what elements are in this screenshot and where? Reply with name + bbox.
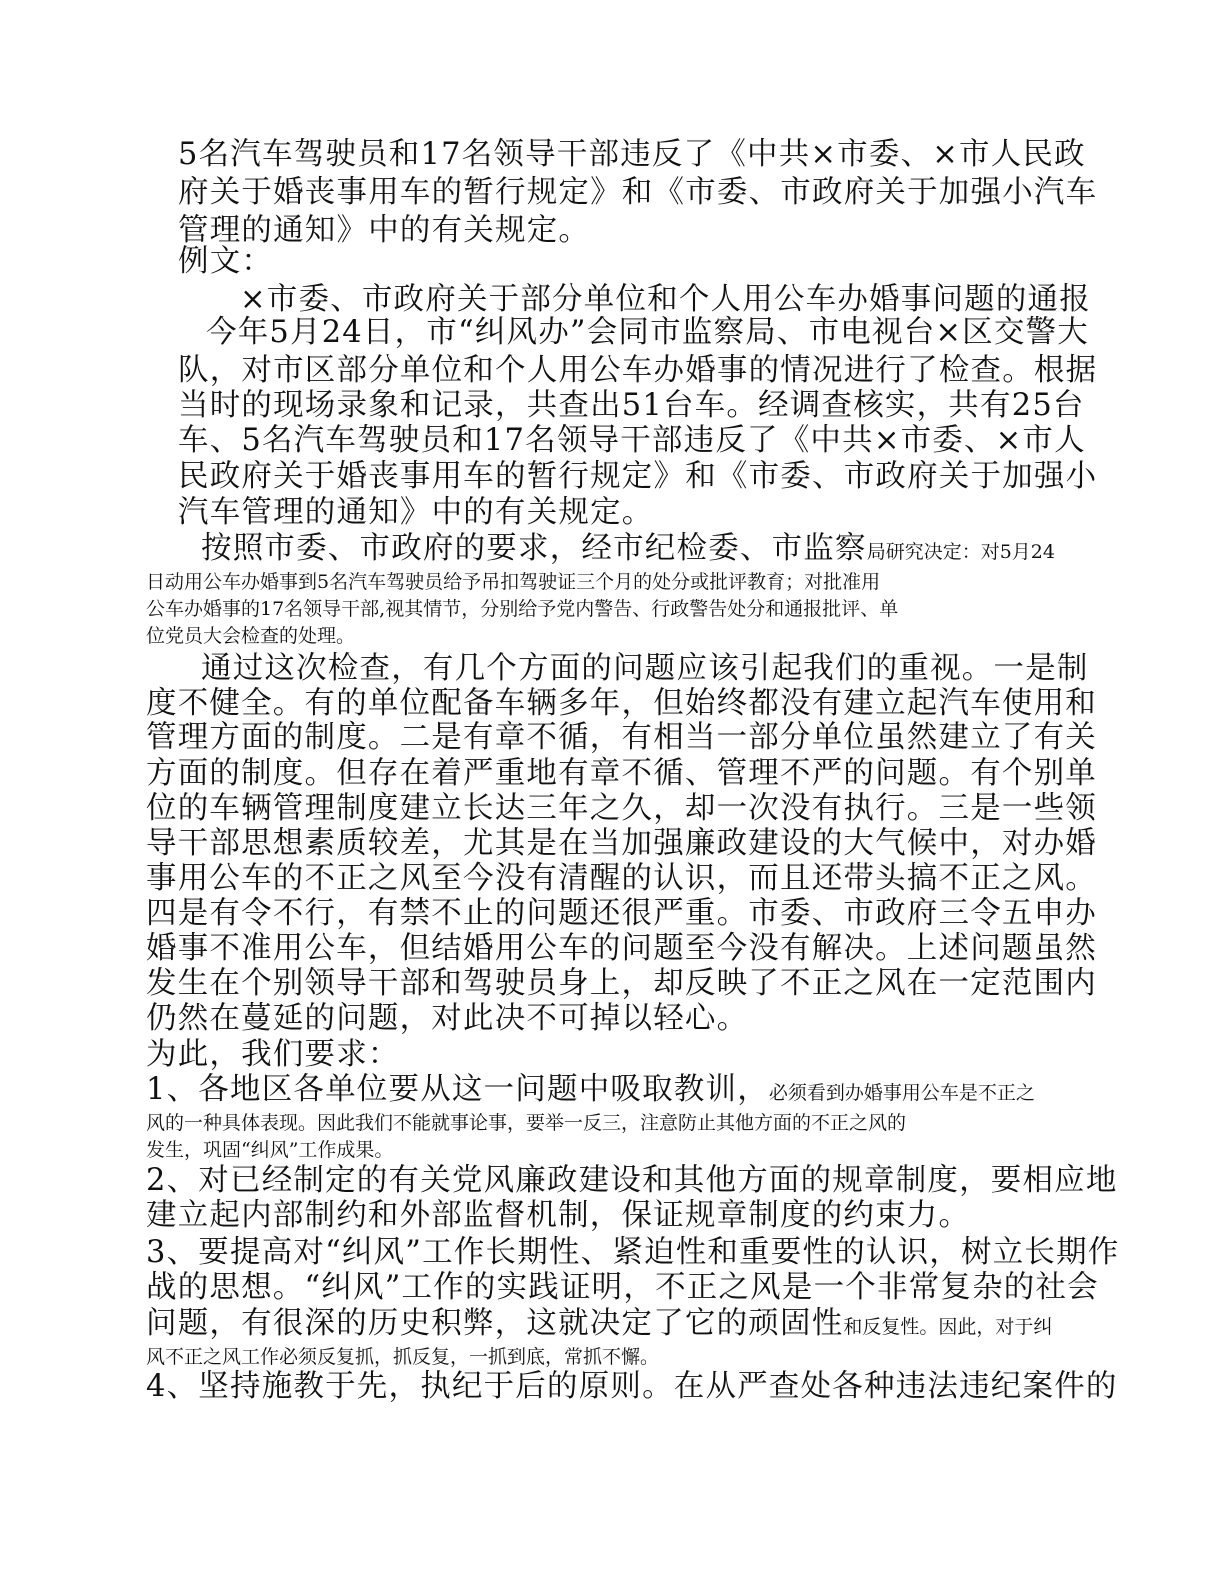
paragraph-line: 日动用公车办婚事到5名汽车驾驶员给予吊扣驾驶证三个月的处分或批评教育；对批准用 [146,571,881,593]
paragraph-line: 四是有令不行，有禁不止的问题还很严重。市委、市政府三令五申办 [146,896,1097,931]
requirement-line: 战的思想。“纠风”工作的实践证明，不正之风是一个非常复杂的社会 [146,1270,1099,1305]
paragraph-line: 仍然在蔓延的问题，对此决不可掉以轻心。 [146,1001,749,1036]
paragraph-line: 度不健全。有的单位配备车辆多年，但始终都没有建立起汽车使用和 [146,686,1097,721]
large-text: 1、各地区各单位要从这一问题中吸取教训， [146,1072,769,1107]
paragraph-line: 公车办婚事的17名领导干部,视其情节，分别给予党内警告、行政警告处分和通报批评、单 [146,598,899,620]
requirement-line: 风的一种具体表现。因此我们不能就事论事，要举一反三，注意防止其他方面的不正之风的 [146,1112,907,1134]
requirement-line: 3、要提高对“纠风”工作长期性、紧迫性和重要性的认识，树立长期作 [146,1235,1120,1270]
small-text: 局研究决定：对5月24 [866,541,1055,563]
intro-line: 管理的通知》中的有关规定。 [178,213,591,248]
paragraph-line: 事用公车的不正之风至今没有清醒的认识，而且还带头搞不正之风。 [146,861,1097,896]
paragraph-line: 汽车管理的通知》中的有关规定。 [178,495,654,530]
paragraph-line: 导干部思想素质较差，尤其是在当加强廉政建设的大气候中，对办婚 [146,826,1097,861]
paragraph-line: 民政府关于婚丧事用车的暂行规定》和《市委、市政府关于加强小 [178,459,1098,494]
requirement-line: 发生，巩固“纠风”工作成果。 [146,1139,394,1161]
paragraph-line [201,530,1055,571]
intro-line: 府关于婚丧事用车的暂行规定》和《市委、市政府关于加强小汽车 [178,175,1098,210]
paragraph-line: 方面的制度。但存在着严重地有章不循、管理不严的问题。有个别单 [146,756,1097,791]
example-label: 例文： [178,244,274,279]
requirement-line: 建立起内部制约和外部监督机制，保证规章制度的约束力。 [146,1198,971,1233]
small-text: 必须看到办婚事用公车是不正之 [768,1082,1035,1104]
paragraph-line: 今年5月24日，市“纠风办”会同市监察局、市电视台×区交警大 [206,315,1089,350]
paragraph-line: 管理方面的制度。二是有章不循，有相当一部分单位虽然建立了有关 [146,720,1097,755]
intro-line: 5名汽车驾驶员和17名领导干部违反了《中共×市委、×市人民政 [178,137,1086,172]
paragraph-line: 车、5名汽车驾驶员和17名领导干部违反了《中共×市委、×市人 [178,423,1086,458]
paragraph-line: 通过这次检查，有几个方面的问题应该引起我们的重视。一是制 [201,651,1089,686]
requirement-line [146,1071,1035,1112]
small-text: 和反复性。因此，对于纠 [843,1316,1053,1338]
requirement-line: 2、对已经制定的有关党风廉政建设和其他方面的规章制度，要相应地 [146,1163,1118,1198]
paragraph-line: 发生在个别领导干部和驾驶员身上，却反映了不正之风在一定范围内 [146,966,1097,1001]
requirements-intro: 为此，我们要求： [146,1037,400,1072]
paragraph-line: 位的车辆管理制度建立长达三年之久，却一次没有执行。三是一些领 [146,791,1097,826]
large-text: 问题，有很深的历史积弊，这就决定了它的顽固性 [146,1306,844,1341]
large-text: 按照市委、市政府的要求，经市纪检委、市监察 [201,531,867,566]
paragraph-line: 当时的现场录象和记录，共查出51台车。经调查核实，共有25台 [178,388,1085,423]
requirement-line: 风不正之风工作必须反复抓，抓反复，一抓到底，常抓不懈。 [146,1346,660,1368]
paragraph-line: 位党员大会检查的处理。 [146,625,356,647]
requirement-line: 4、坚持施教于先，执纪于后的原则。在从严查处各种违法违纪案件的 [146,1369,1118,1404]
paragraph-line: 婚事不准用公车，但结婚用公车的问题至今没有解决。上述问题虽然 [146,931,1097,966]
example-title: ×市委、市政府关于部分单位和个人用公车办婚事问题的通报 [240,282,1091,317]
requirement-line [146,1305,1052,1346]
paragraph-line: 队，对市区部分单位和个人用公车办婚事的情况进行了检查。根据 [178,353,1098,388]
